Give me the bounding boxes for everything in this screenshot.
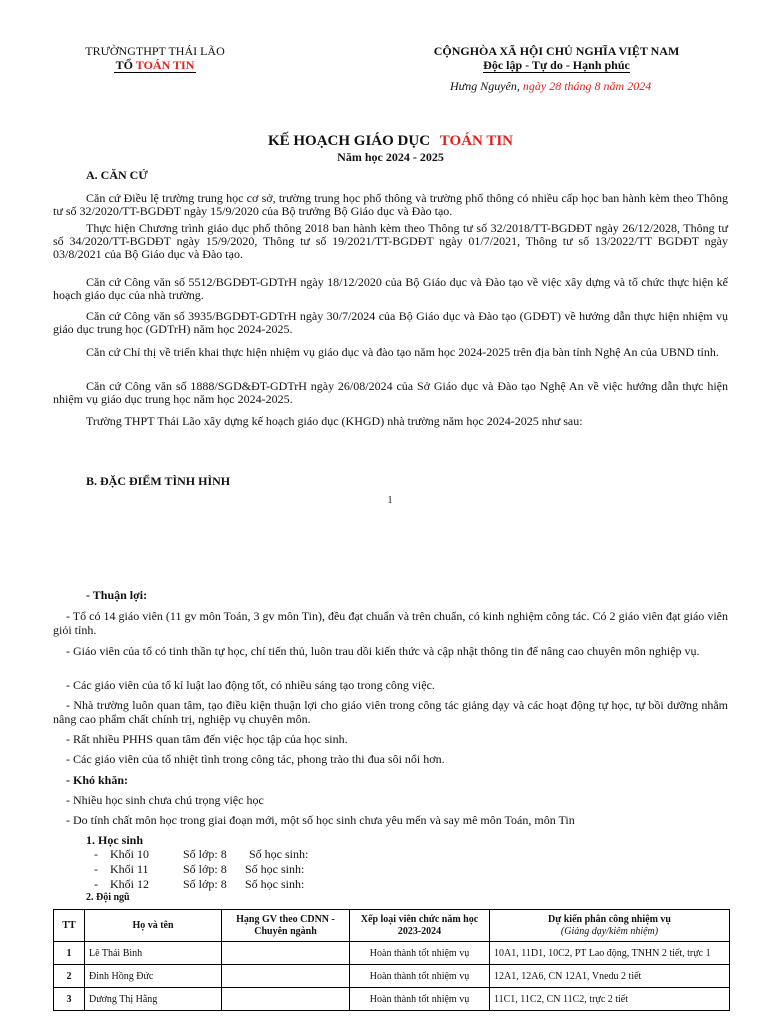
place-date (450, 79, 690, 93)
row-rating: Hoàn thành tốt nhiệm vụ (350, 988, 490, 1011)
grade-row (94, 847, 308, 862)
row-rating: Hoàn thành tốt nhiệm vụ (350, 965, 490, 988)
grade-classes: Số lớp: 8 (183, 847, 227, 861)
row-rank (222, 965, 350, 988)
section-a-paragraph: Trường THPT Thái Lão xây dựng kế hoạch giáo dục (KHGD) nhà trường năm học 2024-2025 như sau: (86, 414, 583, 428)
country-name: CỘNGHÒA XÃ HỘI CHỦ NGHĨA VIỆT NAM (433, 44, 680, 58)
title-main: KẾ HOẠCH GIÁO DỤC (267, 133, 431, 149)
grade-name: Khối 12 (110, 877, 149, 891)
grade-row (94, 877, 308, 892)
grade-students: Số học sinh: (245, 877, 305, 891)
grade-students: Số học sinh: (245, 862, 305, 876)
difficulty-item: - Nhiều học sinh chưa chú trọng việc học (66, 793, 264, 807)
advantage-item: - Giáo viên của tổ có tinh thần tự học, chí tiến thủ, luôn trau dồi kiến thức và cập nhật thông tin để nâng cao chuyên môn nghiệp vụ. (66, 644, 700, 658)
advantage-item: - Rất nhiều PHHS quan tâm đến việc học tập của học sinh. (66, 732, 348, 746)
advantage-item: - Nhà trường luôn quan tâm, tạo điều kiện thuận lợi cho giáo viên trong công tác giảng dạy và các hoạt động tự học, tự bồi dưỡng nhằm nâng cao phẩm chất chính trị, nghiệp vụ chuyên môn. (53, 698, 728, 726)
col-rating: Xếp loại viên chức năm học 2023-2024 (350, 910, 490, 942)
motto: Độc lập - Tự do - Hạnh phúc (483, 58, 630, 72)
row-name: Lê Thái Bình (85, 942, 222, 965)
grade-students: Số học sinh: (249, 847, 309, 861)
col-name: Họ và tên (85, 910, 222, 942)
department-subject: TOÁN TIN (135, 58, 195, 72)
team-table (53, 909, 730, 1011)
advantage-item: - Các giáo viên của tổ nhiệt tình trong công tác, phong trào thi đua sôi nổi hơn. (66, 752, 445, 766)
grade-name: Khối 11 (110, 862, 149, 876)
section-a-paragraph: Căn cứ Công văn số 3935/BGDĐT-GDTrH ngày 30/7/2024 của Bộ Giáo dục và Đào tạo (GDĐT) về hướng dẫn thực hiện nhiệm vụ giáo dục trung học (GDTrH) năm học 2024-2025. (53, 309, 728, 336)
document-title (53, 133, 728, 150)
school-header (62, 44, 248, 73)
row-name: Đinh Hồng Đức (85, 965, 222, 988)
row-assignment: 10A1, 11D1, 10C2, PT Lao động, TNHN 2 tiết, trực 1 (490, 942, 730, 965)
row-rank (222, 942, 350, 965)
section-a-paragraph: Căn cứ Công văn số 5512/BGDĐT-GDTrH ngày 18/12/2020 của Bộ Giáo dục và Đào tạo về việc xây dựng và tổ chức thực hiện kế hoạch giáo dục của nhà trường. (53, 275, 728, 302)
grade-classes: Số lớp: 8 (183, 862, 227, 876)
col-assignment (490, 910, 730, 942)
national-header (400, 44, 713, 73)
row-tt: 1 (54, 942, 85, 965)
col-tt: TT (54, 910, 85, 942)
section-b-heading: B. ĐẶC ĐIỂM TÌNH HÌNH (86, 474, 231, 488)
section-a-paragraph: Căn cứ Chỉ thị về triển khai thực hiện nhiệm vụ giáo dục và đào tạo năm học 2024-2025 trên địa bàn tỉnh Nghệ An của UBND tỉnh. (86, 345, 719, 359)
title-subject: TOÁN TIN (439, 133, 514, 149)
section-a-paragraph: Căn cứ Công văn số 1888/SGD&ĐT-GDTrH ngày 26/08/2024 của Sở Giáo dục và Đào tạo Nghệ An về việc hướng dẫn thực hiện nhiệm vụ giáo dục trung học năm học 2024-2025. (53, 379, 728, 406)
students-list (94, 847, 308, 892)
grade-bullet: - (94, 877, 98, 891)
page-number: 1 (387, 495, 393, 506)
section-a-paragraph: Thực hiện Chương trình giáo dục phổ thông 2018 ban hành kèm theo Thông tư số 32/2018/TT-BGDĐT ngày 26/12/2028, Thông tư số 34/2020/TT-BGDĐT ngày 15/9/2020, Thông tư số 19/2021/TT-BGDĐT ngày 01/7/2021, Thông tư số 13/2022/TT BGDĐT ngày 03/8/2021 của Bộ Giáo dục và Đào tạo. (53, 221, 728, 261)
team-heading: 2. Đội ngũ (86, 892, 130, 903)
section-a-heading: A. CĂN CỨ (86, 168, 148, 182)
row-tt: 2 (54, 965, 85, 988)
advantages-heading: - Thuận lợi: (86, 588, 148, 602)
row-assignment: 12A1, 12A6, CN 12A1, Vnedu 2 tiết (490, 965, 730, 988)
advantage-item: - Các giáo viên của tổ kỉ luật lao động tốt, có nhiều sáng tạo trong công việc. (66, 678, 435, 692)
department-prefix: TỔ (115, 58, 133, 72)
col-assignment-title: Dự kiến phân công nhiệm vụ (548, 913, 671, 925)
section-a-paragraph: Căn cứ Điều lệ trường trung học cơ sở, trường trung học phổ thông và trường phổ thông có nhiều cấp học ban hành kèm theo Thông tư số 32/2020/TT-BGDĐT ngày 15/9/2020 của Bộ trưởng Bộ Giáo dục và Đào tạo. (53, 191, 728, 218)
row-rank (222, 988, 350, 1011)
place: Hưng Nguyên, (450, 79, 520, 93)
students-heading: 1. Học sinh (86, 833, 144, 847)
grade-name: Khối 10 (110, 847, 149, 861)
table-row (54, 942, 730, 965)
advantage-item: - Tổ có 14 giáo viên (11 gv môn Toán, 3 gv môn Tin), đều đạt chuẩn và trên chuẩn, có kinh nghiệm công tác. Có 2 giáo viên đạt giáo viên giỏi tỉnh. (53, 609, 728, 637)
grade-classes: Số lớp: 8 (183, 877, 227, 891)
row-tt: 3 (54, 988, 85, 1011)
department-name (114, 58, 197, 73)
difficulties-heading: - Khó khăn: (66, 773, 129, 787)
school-year: Năm học 2024 - 2025 (337, 150, 444, 164)
row-name: Dương Thị Hằng (85, 988, 222, 1011)
grade-bullet: - (94, 847, 98, 861)
team-table-header (54, 910, 730, 942)
difficulty-item: - Do tính chất môn học trong giai đoạn mới, một số học sinh chưa yêu mến và say mê môn Toán, môn Tin (66, 813, 575, 827)
grade-row (94, 862, 308, 877)
col-assignment-subtitle: (Giảng dạy/kiêm nhiệm) (560, 925, 659, 937)
table-row (54, 988, 730, 1011)
document-date: ngày 28 tháng 8 năm 2024 (522, 79, 652, 93)
col-rank: Hạng GV theo CDNN - Chuyên ngành (222, 910, 350, 942)
grade-bullet: - (94, 862, 98, 876)
row-rating: Hoàn thành tốt nhiệm vụ (350, 942, 490, 965)
row-assignment: 11C1, 11C2, CN 11C2, trực 2 tiết (490, 988, 730, 1011)
table-row (54, 965, 730, 988)
school-name: TRƯỜNGTHPT THÁI LÃO (85, 44, 225, 58)
